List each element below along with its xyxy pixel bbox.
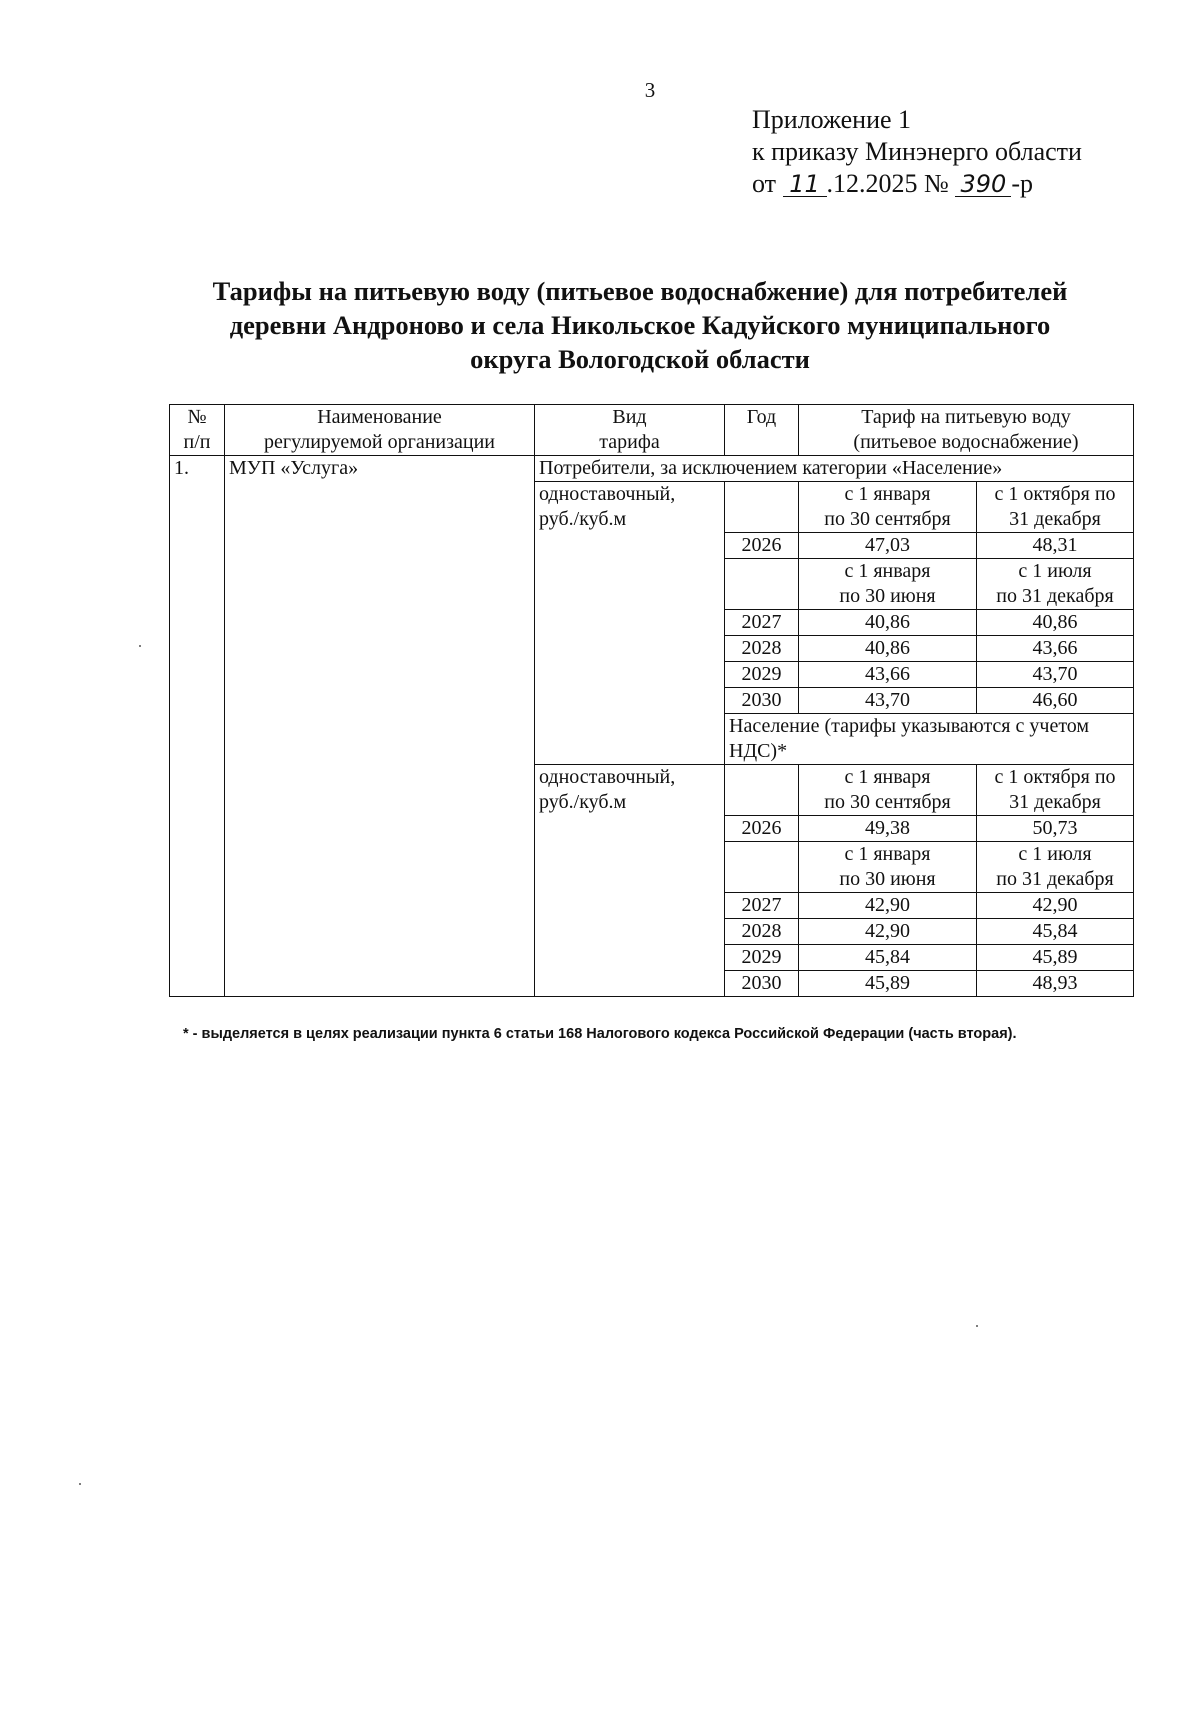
header-year: Год xyxy=(725,405,799,456)
period-label: с 1 июля по 31 декабря xyxy=(977,842,1134,893)
footnote: * - выделяется в целях реализации пункта 6 статьи 168 Налогового кодекса Российской Федерации (часть вторая). xyxy=(183,1026,1017,1042)
year-cell-empty xyxy=(725,482,799,533)
year-cell-empty xyxy=(725,559,799,610)
title-line-1: Тарифы на питьевую воду (питьевое водоснабжение) для потребителей xyxy=(212,276,1068,306)
year-cell: 2029 xyxy=(725,662,799,688)
tariff-value: 42,90 xyxy=(799,919,977,945)
tariff-value: 50,73 xyxy=(977,816,1134,842)
title-line-3: округа Вологодской области xyxy=(470,344,810,374)
header-number: № п/п xyxy=(170,405,225,456)
tariff-value: 43,70 xyxy=(977,662,1134,688)
appendix-line-3 xyxy=(752,168,1082,200)
tariff-value: 40,86 xyxy=(799,636,977,662)
header-organization: Наименование регулируемой организации xyxy=(225,405,535,456)
tariff-value: 40,86 xyxy=(977,610,1134,636)
year-cell-empty xyxy=(725,842,799,893)
order-day-handwritten: 11 xyxy=(783,172,827,197)
year-cell: 2026 xyxy=(725,816,799,842)
year-cell: 2027 xyxy=(725,610,799,636)
tariff-value: 40,86 xyxy=(799,610,977,636)
appendix-line-1: Приложение 1 xyxy=(752,105,912,134)
tariff-type: одноставочный, руб./куб.м xyxy=(535,765,725,997)
table-header-row xyxy=(170,405,1134,456)
scan-speck xyxy=(139,645,141,647)
tariff-value: 47,03 xyxy=(799,533,977,559)
tariff-value: 45,89 xyxy=(799,971,977,997)
period-label: с 1 октября по 31 декабря xyxy=(977,482,1134,533)
order-date-suffix: .12.2025 № xyxy=(826,169,956,198)
scan-speck xyxy=(79,1483,81,1485)
header-tariff-type: Вид тарифа xyxy=(535,405,725,456)
order-number-suffix: -р xyxy=(1011,169,1034,198)
tariff-value: 46,60 xyxy=(977,688,1134,714)
tariff-value: 48,93 xyxy=(977,971,1134,997)
period-label: с 1 октября по 31 декабря xyxy=(977,765,1134,816)
period-label: с 1 января по 30 июня xyxy=(799,559,977,610)
period-label: с 1 января по 30 сентября xyxy=(799,482,977,533)
period-label: с 1 января по 30 июня xyxy=(799,842,977,893)
tariff-value: 42,90 xyxy=(799,893,977,919)
tariff-value: 42,90 xyxy=(977,893,1134,919)
section-title: Население (тарифы указываются с учетом НДС)* xyxy=(725,714,1134,765)
section-title: Потребители, за исключением категории «Население» xyxy=(535,456,1134,482)
order-number-handwritten: 390 xyxy=(955,172,1011,197)
tariff-type: одноставочный, руб./куб.м xyxy=(535,482,725,765)
period-label: с 1 января по 30 сентября xyxy=(799,765,977,816)
row-number: 1. xyxy=(170,456,225,997)
year-cell: 2028 xyxy=(725,636,799,662)
tariff-value: 45,84 xyxy=(799,945,977,971)
table-row xyxy=(170,456,1134,482)
year-cell: 2028 xyxy=(725,919,799,945)
year-cell: 2026 xyxy=(725,533,799,559)
tariff-value: 49,38 xyxy=(799,816,977,842)
tariff-value: 45,84 xyxy=(977,919,1134,945)
tariff-value: 43,66 xyxy=(799,662,977,688)
appendix-header xyxy=(752,104,1082,200)
year-cell: 2027 xyxy=(725,893,799,919)
order-date-prefix: от xyxy=(752,169,783,198)
period-label: с 1 июля по 31 декабря xyxy=(977,559,1134,610)
year-cell-empty xyxy=(725,765,799,816)
organization-name: МУП «Услуга» xyxy=(225,456,535,997)
document-title xyxy=(160,274,1120,376)
tariff-value: 43,70 xyxy=(799,688,977,714)
page-number: 3 xyxy=(644,78,656,102)
year-cell: 2030 xyxy=(725,688,799,714)
tariff-value: 45,89 xyxy=(977,945,1134,971)
header-tariff: Тариф на питьевую воду (питьевое водоснабжение) xyxy=(799,405,1134,456)
tariff-value: 48,31 xyxy=(977,533,1134,559)
tariff-table xyxy=(169,404,1134,997)
scan-speck xyxy=(976,1325,978,1327)
tariff-value: 43,66 xyxy=(977,636,1134,662)
year-cell: 2030 xyxy=(725,971,799,997)
title-line-2: деревни Андроново и села Никольское Кадуйского муниципального xyxy=(229,310,1051,340)
year-cell: 2029 xyxy=(725,945,799,971)
appendix-line-2: к приказу Минэнерго области xyxy=(752,137,1082,166)
